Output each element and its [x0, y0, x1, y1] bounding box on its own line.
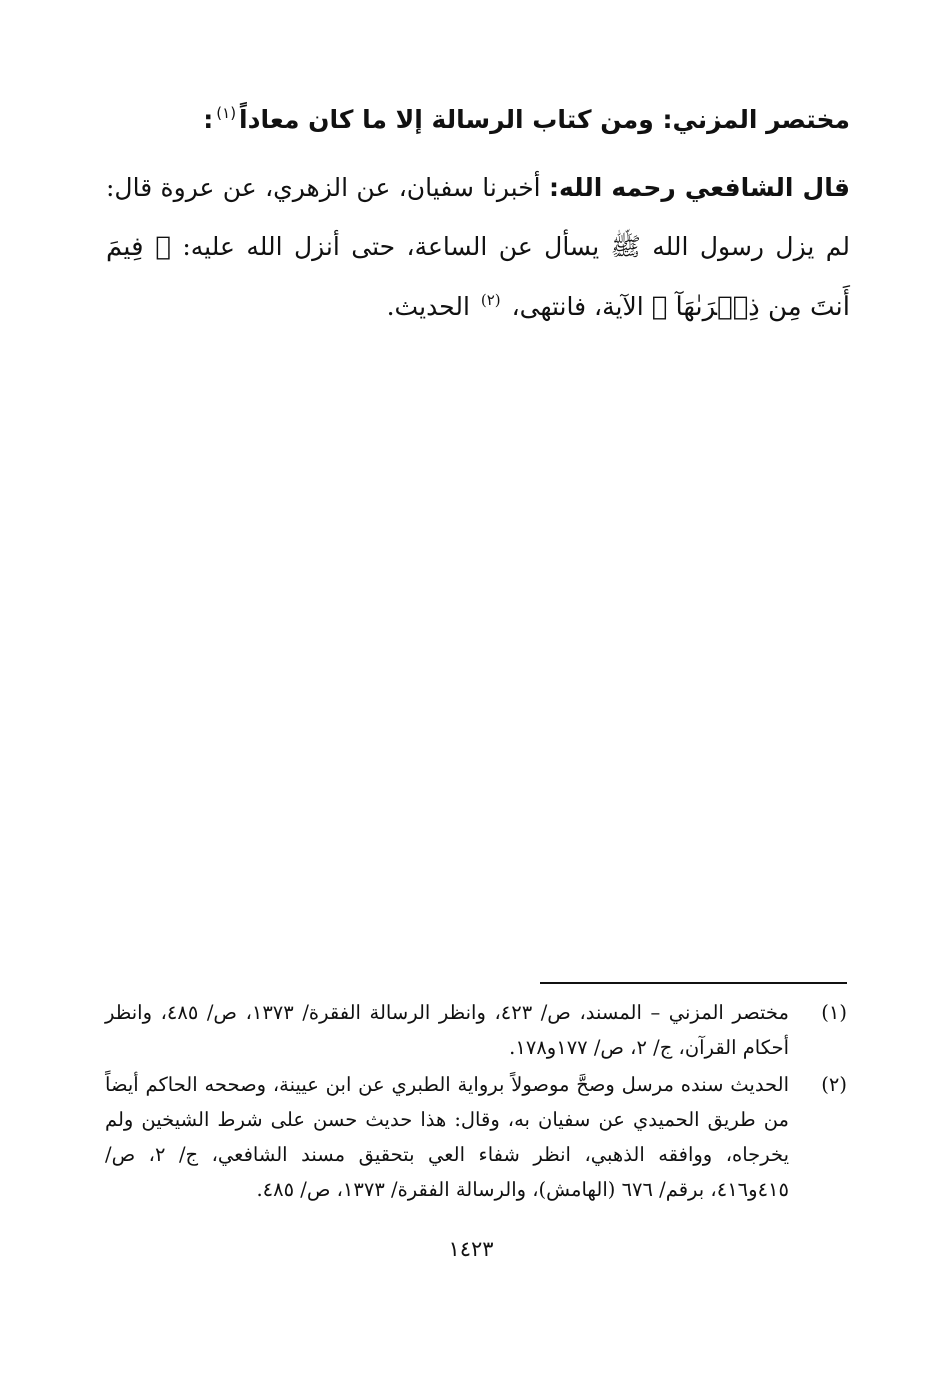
- section-heading: [90, 100, 850, 140]
- footnote-separator: [540, 982, 847, 984]
- footnote-ref-2[interactable]: (٢): [480, 291, 501, 309]
- footnote-number: (٢): [821, 1073, 847, 1096]
- paragraph-lead: قال الشافعي رحمه الله:: [548, 173, 850, 202]
- page-number: ١٤٢٣: [448, 1237, 494, 1261]
- paragraph-text: أخبرنا سفيان، عن الزهري، عن عروة قال: لم يزل رسول الله ﷺ يسأل عن الساعة، حتى أنزل الله عليه:: [106, 173, 850, 261]
- footnote-text: مختصر المزني – المسند، ص/ ٤٢٣، وانظر الرسالة الفقرة/ ١٣٧٣، ص/ ٤٨٥، وانظر أحكام القرآن، ج/ ٢، ص/ ١٧٧و١٧٨.: [105, 1001, 789, 1059]
- footnote-number: (١): [821, 1001, 847, 1024]
- footnotes: [105, 995, 847, 1209]
- quran-verse: ﴿ فِيمَ أَنتَ مِن ذِكۡرَىٰهَآ ﴾: [106, 232, 850, 322]
- paragraph-ending: الحديث.: [386, 292, 478, 321]
- heading-colon: :: [203, 105, 214, 134]
- footnote-ref-1[interactable]: (١): [216, 104, 237, 122]
- footnote-1: [105, 995, 847, 1065]
- heading-text: مختصر المزني: ومن كتاب الرسالة إلا ما كان معاداً: [239, 105, 850, 134]
- paragraph-text-after-verse: الآية، فانتهى،: [503, 292, 652, 321]
- footnote-2: [105, 1067, 847, 1207]
- main-paragraph: [106, 158, 850, 337]
- footnote-text: الحديث سنده مرسل وصحَّ موصولاً برواية الطبري عن ابن عيينة، وصححه الحاكم أيضاً من طريق الحميدي عن سفيان به، وقال: هذا حديث حسن على شرط الشيخين ولم يخرجاه، ووافقه الذهبي، انظر شفاء العي بتحقيق مسند الشافعي، ج/ ٢، ص/ ٤١٥و٤١٦، برقم/ ٦٧٦ (الهامش)، والرسالة الفقرة/ ١٣٧٣، ص/ ٤٨٥.: [105, 1073, 789, 1201]
